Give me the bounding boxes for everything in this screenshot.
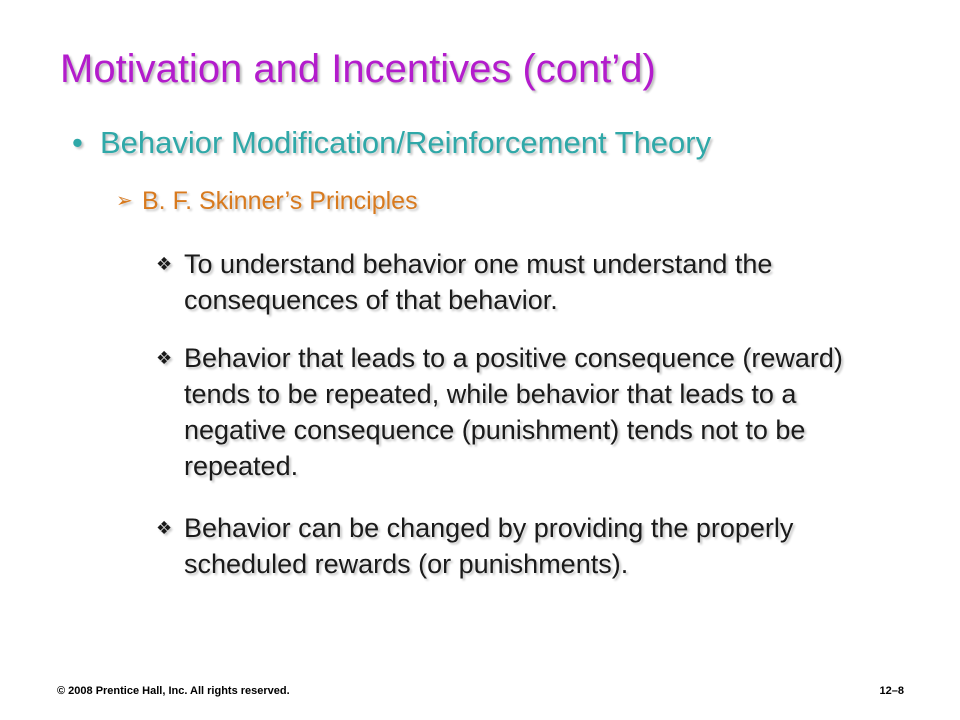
- principle-item: [156, 510, 904, 582]
- principle-text: To understand behavior one must understand the consequences of that behavior.: [184, 249, 773, 315]
- bullet-dot-icon: •: [72, 125, 83, 160]
- diamond-bullet-icon: ❖: [156, 518, 173, 538]
- principle-item: [156, 246, 904, 318]
- footer-page-number: 12–8: [879, 685, 904, 697]
- diamond-bullet-icon: ❖: [156, 254, 173, 274]
- sub-bullet: [116, 186, 418, 216]
- main-bullet: [72, 124, 711, 161]
- main-bullet-text: Behavior Modification/Reinforcement Theory: [100, 125, 712, 160]
- diamond-bullet-icon: ❖: [156, 348, 173, 368]
- arrow-bullet-icon: ➢: [116, 190, 133, 212]
- footer-copyright: © 2008 Prentice Hall, Inc. All rights reserved.: [57, 685, 290, 697]
- principle-text: Behavior that leads to a positive consequence (reward) tends to be repeated, while behavior that leads to a negative consequence (punishment) tends not to be repeated.: [184, 343, 843, 481]
- principle-item: [156, 340, 904, 484]
- sub-bullet-text: B. F. Skinner’s Principles: [142, 187, 418, 215]
- principle-text: Behavior can be changed by providing the properly scheduled rewards (or punishments).: [184, 513, 794, 579]
- slide-title: Motivation and Incentives (cont’d): [60, 47, 656, 91]
